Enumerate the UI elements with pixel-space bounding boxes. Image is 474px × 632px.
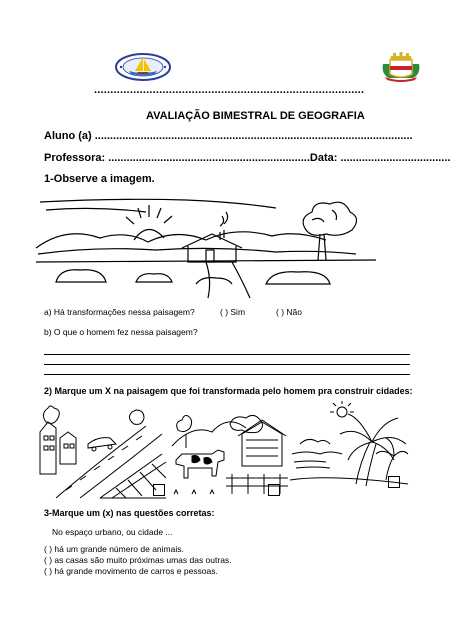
landscape-illustration [36, 190, 376, 302]
checkbox-farm[interactable] [268, 484, 280, 496]
sailboat-emblem-icon [115, 52, 171, 82]
answer-line-1[interactable] [44, 354, 410, 355]
question-1a-option-nao[interactable]: ( ) Não [276, 307, 302, 317]
city-illustration [36, 404, 168, 498]
question-2-heading: 2) Marque um X na paisagem que foi transformada pelo homem pra construir cidades: [44, 386, 413, 396]
page-title: AVALIAÇÃO BIMESTRAL DE GEOGRAFIA [146, 110, 365, 122]
question-1a-text: a) Há transformações nessa paisagem? [44, 307, 195, 317]
question-3-heading: 3-Marque um (x) nas questões corretas: [44, 508, 215, 518]
question-3-option-2[interactable]: ( ) as casas são muito próximas umas das outras. [44, 555, 232, 565]
question-3-option-1[interactable]: ( ) há um grande número de animais. [44, 544, 184, 554]
question-1a-option-sim[interactable]: ( ) Sim [220, 307, 246, 317]
question-3-option-3[interactable]: ( ) há grande movimento de carros e pessoas. [44, 566, 218, 576]
answer-line-3[interactable] [44, 374, 410, 375]
question-3-intro: No espaço urbano, ou cidade ... [52, 527, 173, 537]
header-dotted-rule: ................................................................................... [94, 84, 365, 96]
teacher-date-field[interactable]: Professora: ..................................................................Data: .................................... [44, 152, 451, 164]
student-name-field[interactable]: Aluno (a) ........................................................................................................ [44, 130, 413, 142]
checkbox-beach[interactable] [388, 476, 400, 488]
checkbox-city[interactable] [153, 484, 165, 496]
question-1b-text: b) O que o homem fez nessa paisagem? [44, 327, 198, 337]
question-1-heading: 1-Observe a imagem. [44, 173, 155, 185]
municipal-crest-icon [379, 52, 423, 82]
answer-line-2[interactable] [44, 364, 410, 365]
